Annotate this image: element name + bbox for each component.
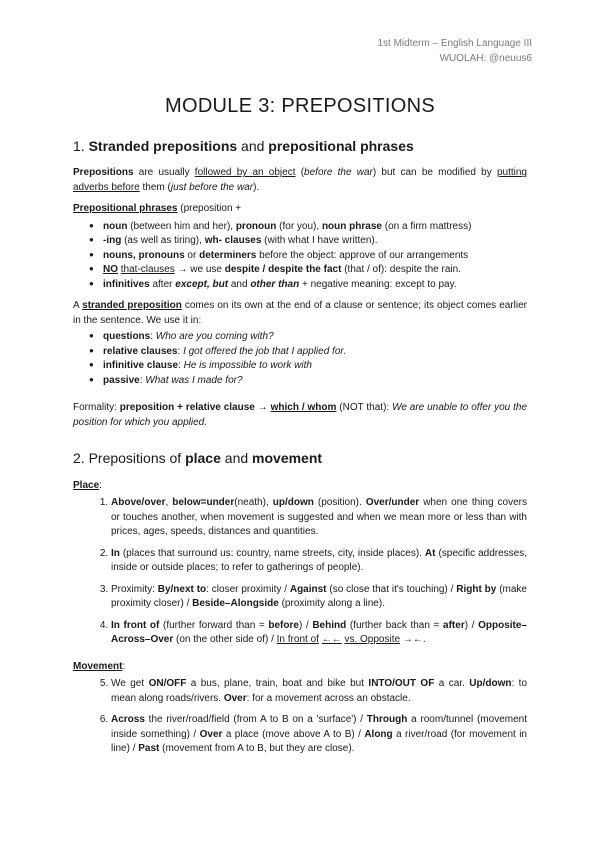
list-item	[111, 677, 527, 706]
text-run: below=under	[172, 497, 235, 509]
text-run: ,	[165, 497, 173, 509]
text-run: (on the other side of) /	[173, 634, 277, 646]
text-run: (position).	[313, 497, 366, 509]
text-run: In	[111, 547, 120, 559]
text-run: (further back than =	[346, 619, 444, 631]
text-run: :	[139, 374, 146, 386]
text-run: Opposite–Across–Over	[111, 619, 527, 646]
text-run: Proximity:	[111, 583, 158, 595]
text-run: after	[149, 278, 176, 290]
text-run: Behind	[312, 619, 347, 631]
text-run: Over	[199, 728, 223, 740]
text-run: In front of	[111, 619, 160, 631]
text-run: Above/over	[111, 497, 166, 509]
movement-label-text: Movement	[73, 660, 123, 672]
text-run: I got offered the job that I applied for.	[183, 345, 347, 357]
text-run: INTO/OUT OF	[368, 678, 435, 690]
text-run: Across	[111, 714, 145, 726]
section-2-term-b: movement	[252, 450, 323, 467]
text-run: He is impossible to work with	[183, 360, 312, 372]
header-course: 1st Midterm – English Language III	[377, 38, 532, 49]
text-run: ) but can be modified by	[372, 167, 497, 179]
text-run: ←←	[321, 634, 342, 646]
text-run: :	[177, 345, 184, 357]
text-run: →←.	[400, 634, 426, 646]
list-item	[111, 583, 527, 612]
text-run: which / whom	[270, 402, 337, 414]
place-label-text: Place	[73, 479, 100, 491]
movement-label: Movement:	[73, 660, 126, 672]
text-run: noun phrase	[321, 220, 382, 232]
text-run: ) /	[464, 619, 479, 631]
text-run: are usually	[133, 167, 195, 179]
uses-list	[73, 330, 527, 388]
list-item	[111, 547, 527, 576]
text-run: Over/under	[365, 497, 420, 509]
text-run: vs. Opposite	[344, 634, 401, 646]
text-run: infinitive clause	[103, 360, 179, 372]
text-run: →	[254, 402, 271, 414]
text-run: before the war	[304, 167, 373, 179]
text-run: -ing	[103, 235, 122, 247]
text-run: and	[228, 278, 251, 290]
text-run: before the object: approve of our arrangements	[256, 249, 469, 261]
text-run: → we use	[174, 264, 225, 276]
text-run: Who are you coming with?	[155, 331, 274, 343]
list-item	[89, 234, 527, 249]
text-run: Formality:	[73, 402, 120, 414]
text-run: comes on its own at the end of a clause or sentence; its object comes earlier in the sentence. We use it in:	[73, 300, 527, 326]
text-run: We are unable to offer you the position for which you applied.	[73, 402, 528, 428]
text-run: nouns, pronouns	[103, 249, 185, 261]
section-2-number: 2.	[73, 450, 85, 467]
text-run: Through	[366, 714, 408, 726]
place-list	[73, 496, 527, 648]
text-run: Over	[223, 692, 247, 704]
intro-paragraph	[73, 166, 527, 195]
formality-paragraph	[73, 401, 527, 430]
text-run: (specific addresses, inside or outside places; to refer to gatherings of people).	[111, 547, 527, 574]
section-2-prefix: Prepositions of	[88, 450, 182, 467]
text-run: What was I made for?	[145, 374, 243, 386]
text-run: At	[424, 547, 436, 559]
section-2-term-a: place	[185, 450, 221, 467]
text-run: a river/road (for movement in line) /	[111, 728, 527, 755]
section-1-number: 1.	[73, 138, 85, 154]
text-run: By/next to	[157, 583, 207, 595]
text-run: putting adverbs before	[73, 167, 527, 193]
list-item	[89, 263, 527, 278]
text-run: (on a firm mattress)	[381, 220, 472, 232]
list-item	[89, 374, 527, 389]
text-run: ).	[253, 181, 260, 193]
section-1-term-b: prepositional phrases	[268, 138, 414, 154]
list-item	[89, 249, 527, 264]
text-run: Beside–Alongside	[192, 598, 279, 610]
text-run: (as well as tiring),	[121, 235, 205, 247]
text-run: ON/OFF	[148, 678, 187, 690]
text-run: NO	[103, 264, 118, 276]
text-run: despite / despite the fact	[224, 264, 342, 276]
text-run: pronoun	[235, 220, 277, 232]
text-run: (make proximity closer) /	[111, 583, 527, 610]
list-item	[89, 278, 527, 293]
stranded-paragraph	[73, 299, 527, 328]
text-run: before	[268, 619, 299, 631]
section-2-heading	[73, 448, 527, 468]
text-run: passive	[103, 374, 140, 386]
section-1-term-a: Stranded prepositions	[88, 138, 238, 154]
text-run: Against	[289, 583, 327, 595]
section-1-heading	[73, 136, 527, 156]
text-run: (proximity along a line).	[278, 598, 385, 610]
text-run: (	[295, 167, 305, 179]
text-run: noun	[103, 220, 128, 232]
text-run: a car.	[434, 678, 470, 690]
text-run: :	[178, 360, 184, 372]
movement-list	[73, 677, 527, 757]
text-run: them (	[139, 181, 171, 193]
text-run: a bus, plane, train, boat and bike but	[186, 678, 369, 690]
phrases-list	[73, 220, 527, 293]
phrases-label	[73, 202, 527, 217]
text-run: Up/down	[469, 678, 512, 690]
place-label: Place:	[73, 479, 102, 491]
text-run: ) /	[298, 619, 313, 631]
list-item	[89, 330, 527, 345]
text-run: after	[443, 619, 465, 631]
list-item	[111, 619, 527, 648]
text-run: preposition + relative clause	[119, 402, 255, 414]
text-run: when one thing covers or touches another, when movement is suggested and when we mean more or less than with prices, ages, speeds, distances and quantities.	[111, 497, 528, 538]
text-run: : to mean along roads/rivers.	[111, 678, 528, 704]
text-run: Prepositional phrases	[73, 203, 178, 215]
text-run: questions	[103, 331, 151, 343]
header-author: WUOLAH: @neuus6	[439, 53, 532, 64]
text-run: wh- clauses	[204, 235, 262, 247]
document-body	[73, 136, 527, 765]
text-run: the river/road/field (from A to B on a 'surface') /	[144, 714, 367, 726]
text-run: up/down	[272, 497, 314, 509]
text-run: :	[150, 331, 156, 343]
text-run: relative clauses	[103, 345, 178, 357]
text-run: Along	[364, 728, 393, 740]
text-run: Right by	[456, 583, 497, 595]
list-item	[89, 345, 527, 360]
text-run: (for you),	[276, 220, 322, 232]
text-run: Prepositions	[73, 167, 134, 179]
section-1-conj: and	[241, 138, 265, 154]
text-run: stranded preposition	[82, 300, 182, 312]
text-run: We get	[111, 678, 149, 690]
list-item	[111, 713, 527, 757]
text-run: determiners	[199, 249, 257, 261]
page-title: MODULE 3: PREPOSITIONS	[165, 95, 435, 117]
text-run: A	[73, 300, 83, 312]
text-run: other than	[250, 278, 300, 290]
text-run: (movement from A to B, but they are close).	[159, 743, 355, 755]
text-run: (so close that it's touching) /	[326, 583, 457, 595]
list-item	[89, 220, 527, 235]
text-run: In front of	[276, 634, 319, 646]
text-run: (between him and her),	[127, 220, 236, 232]
list-item	[89, 359, 527, 374]
text-run: Past	[138, 743, 160, 755]
text-run: except, but	[175, 278, 229, 290]
text-run: (with what I have written).	[261, 235, 378, 247]
text-run: (that / of): despite the rain.	[341, 264, 461, 276]
text-run: : for a movement across an obstacle.	[246, 692, 411, 704]
text-run: (further forward than =	[159, 619, 269, 631]
text-run: : closer proximity /	[206, 583, 290, 595]
section-2-conj: and	[224, 450, 249, 467]
text-run: + negative meaning: except to pay.	[299, 278, 457, 290]
text-run: (neath),	[234, 497, 273, 509]
text-run: followed by an object	[194, 167, 296, 179]
text-run: just before the war	[170, 181, 254, 193]
text-run: or	[184, 249, 200, 261]
list-item	[111, 496, 527, 540]
text-run: a room/tunnel (movement inside something) /	[111, 714, 527, 740]
text-run: (NOT that):	[336, 402, 393, 414]
page-header	[377, 36, 532, 66]
text-run: (preposition +	[177, 203, 242, 215]
text-run: that-clauses	[120, 264, 175, 276]
text-run: infinitives	[103, 278, 150, 290]
text-run: a place (move above A to B) /	[222, 728, 365, 740]
text-run: (places that surround us: country, name streets, city, inside places).	[119, 547, 425, 559]
